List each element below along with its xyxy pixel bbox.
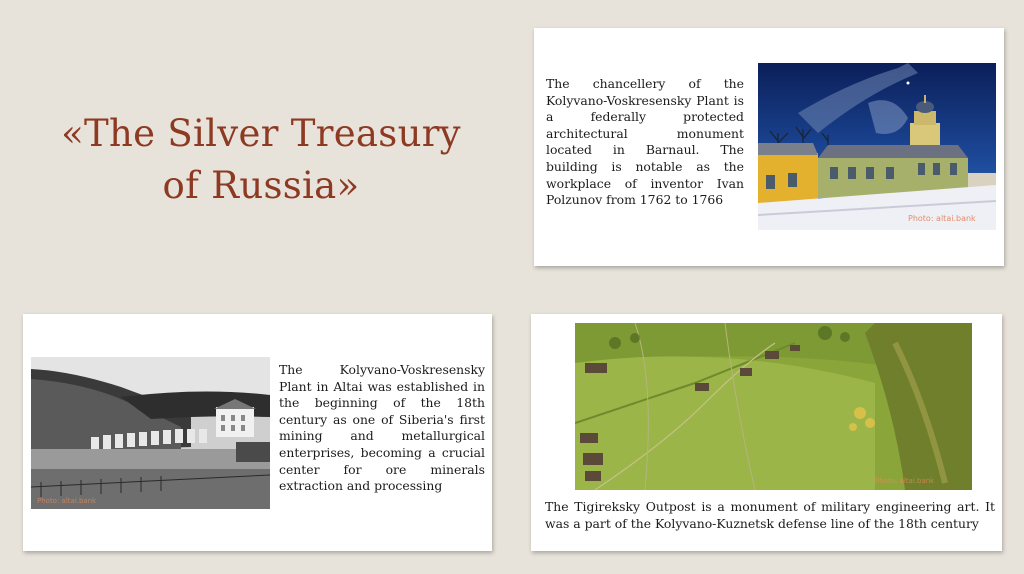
- chancellery-card: [534, 28, 1004, 266]
- outpost-description: The Tigireksky Outpost is a monument of military engineering art. It was a part of the Kolyvano-Kuznetsk defense line of the 18th century: [545, 499, 995, 531]
- plant-card: [23, 314, 492, 551]
- chancellery-photo-watermark: Photo: altai.bank: [908, 214, 976, 223]
- chancellery-building-photo: [758, 63, 996, 230]
- tigireksky-outpost-aerial-photo: [575, 323, 972, 490]
- plant-description: The Kolyvano-Voskresensky Plant in Altai was established in the beginning of the 18th century as one of Siberia's first mining and metallurgical enterprises, becoming a crucial center for ore minerals extraction and processing: [279, 362, 485, 494]
- kolyvano-plant-historic-photo: [31, 357, 270, 509]
- title-line-2: of Russia»: [162, 164, 360, 207]
- plant-photo-watermark: Photo: altai.bank: [37, 497, 97, 505]
- outpost-card: [531, 314, 1002, 551]
- chancellery-description: The chancellery of the Kolyvano-Voskresensky Plant is a federally protected architectural monument located in Barnaul. The building is notable as the workplace of inventor Ivan Polzunov from 1762 to 1766: [546, 76, 744, 208]
- title-line-1: «The Silver Treasury: [61, 112, 461, 155]
- slide-title: [22, 108, 500, 212]
- outpost-photo-watermark: Photo: altai.bank: [875, 477, 935, 485]
